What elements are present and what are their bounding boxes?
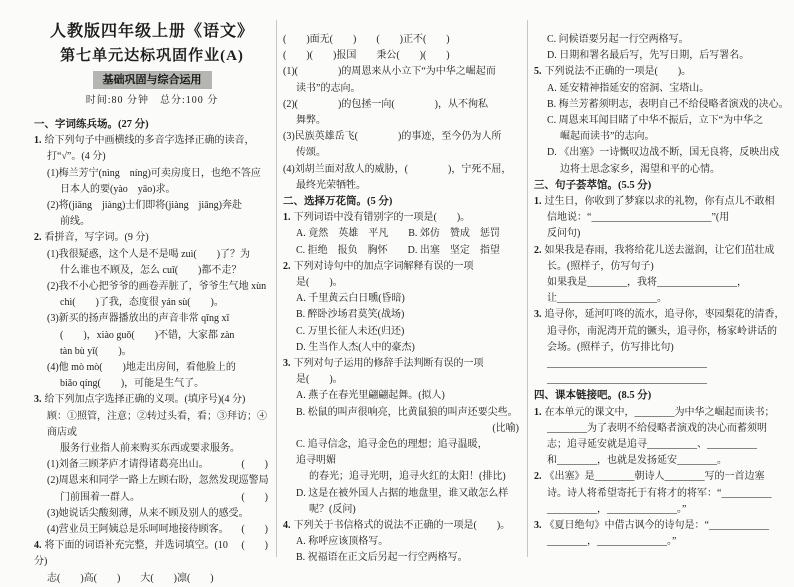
text-line (283, 405, 521, 421)
line-text: (1)梅兰芳宁(nìng níng)可卖房度日，也绝不答应 (47, 167, 261, 179)
text-line (283, 469, 521, 485)
text-line (34, 328, 270, 344)
text-line (283, 162, 521, 178)
text-line (283, 340, 521, 356)
line-text: A. 延安精神指延安的窑洞、宝塔山。 (547, 82, 710, 94)
line-text: 二、选择万花筒。(5 分) (283, 196, 393, 208)
text-line (34, 279, 270, 295)
text-line (34, 198, 270, 214)
line-text: (1)( )的周恩来从小立下“为中华之崛起而 (283, 66, 496, 78)
line-text: 的春光；追寻光明，追寻火红的太阳！(排比) (309, 471, 506, 483)
text-line (283, 421, 521, 437)
line-text: 信地说：“________________________”(用 (547, 212, 730, 224)
line-text: __________，______________。” (547, 503, 687, 515)
line-text: 如果我是春雨，我将给花儿送去滋润，让它们茁壮成 (544, 244, 775, 256)
item-number: 1. (534, 196, 542, 208)
right-column-lines (534, 32, 792, 551)
line-text: (3)她说话尖酸刻薄，从来不顾及别人的感受。 (47, 507, 249, 519)
text-line (283, 324, 521, 340)
item-number: 1. (34, 135, 42, 147)
text-line (283, 486, 521, 502)
line-text: 反问句) (547, 228, 581, 240)
text-line (534, 259, 792, 275)
line-text: 顾：①照管，注意；②转过头看，看；③拜访；④商店或 (47, 410, 267, 438)
text-line (534, 178, 792, 194)
text-line (34, 571, 270, 587)
answer-bracket: ( ) (241, 491, 268, 503)
text-line (534, 405, 792, 421)
line-text: biǎo qíng( )，可能是生气了。 (60, 378, 205, 390)
text-line (283, 64, 521, 80)
text-line (534, 502, 792, 518)
line-text: (3)民族英雄岳飞( )的事迹，至今仍为人所 (283, 131, 502, 143)
text-line (283, 194, 521, 210)
text-line (534, 81, 792, 97)
line-text: ________________________________ (547, 374, 707, 386)
text-line (534, 307, 792, 323)
line-text: ________，______________。” (547, 536, 677, 548)
item-number: 2. (283, 260, 291, 272)
line-text: D. 日期和署名最后写，先写日期，后写署名。 (547, 50, 750, 62)
text-line (283, 226, 521, 242)
line-text: 和________，也就是发扬延安________。 (547, 455, 727, 467)
section-badge: 基础巩固与综合运用 (93, 71, 212, 89)
item-number: 1. (283, 212, 291, 224)
text-line (534, 162, 792, 178)
line-text: (2)( )的包拯一向( )，从不徇私 (283, 98, 488, 110)
line-text: (2)周恩来和同学一路上左顾右盼，忽然发现巡警局 (47, 475, 269, 487)
column-divider-left (276, 20, 277, 557)
text-line (283, 32, 521, 48)
text-line (283, 259, 521, 275)
item-number: 3. (283, 358, 291, 370)
line-text: ( )面无( ) ( )正不( ) (283, 34, 450, 45)
line-text: 在本单元的课文中，________为中华之崛起而读书； (544, 406, 775, 418)
text-line (283, 178, 521, 194)
text-line (283, 372, 521, 388)
line-text: 下列对句子运用的修辞手法判断有误的一项 (293, 358, 484, 370)
text-line (283, 291, 521, 307)
line-text: ( )，xiào guǒ( )不错，大家都 zàn (60, 329, 235, 341)
line-text: 《出塞》是________朝诗人________写的一首边塞 (544, 471, 765, 483)
right-column (534, 20, 792, 557)
line-text: 传颂。 (296, 147, 326, 159)
line-text: 四、课本链接吧。(8.5 分) (534, 390, 652, 402)
line-text: 如果我是________，我将________________， (547, 277, 747, 289)
line-text: (1)我很疑惑，这个人是不是喝 zuì( )了？为 (47, 248, 251, 260)
answer-bracket: ( ) (241, 540, 268, 552)
text-line (534, 324, 792, 340)
line-text: B. 醉卧沙场君莫笑(战场) (296, 309, 405, 321)
text-line (34, 295, 270, 311)
answer-bracket: ( ) (241, 524, 268, 536)
text-line (34, 490, 270, 506)
text-line (283, 502, 521, 518)
item-number: 4. (34, 540, 42, 552)
text-line (34, 133, 270, 149)
left-column-lines (34, 117, 270, 587)
text-line (283, 48, 521, 64)
line-text: (4)营业员王阿姨总是乐呵呵地接待顾客。 (47, 524, 229, 536)
line-text: 边将士思念家乡，渴望和平的心情。 (560, 163, 720, 175)
line-text: 是( )。 (296, 374, 343, 386)
text-line (283, 437, 521, 469)
text-line (34, 473, 270, 489)
text-line (534, 291, 792, 307)
line-text: 给下列句子中画横线的多音字选择正确的读音， (44, 135, 255, 147)
text-line (34, 263, 270, 279)
item-number: 2. (534, 244, 542, 256)
text-line (283, 550, 521, 566)
item-number: 2. (34, 232, 42, 244)
text-line (283, 210, 521, 226)
text-line (34, 230, 270, 246)
line-text: 前线。 (60, 216, 90, 228)
line-text: (2)将(jiāng jiàng)士们即将(jiàng jiāng)奔赴 (47, 200, 242, 212)
text-line (34, 182, 270, 198)
item-number: 5. (534, 66, 542, 78)
text-line (534, 97, 792, 113)
item-number: 3. (34, 394, 42, 406)
line-text: B. 梅兰芳蓄须明志，表明自己不给侵略者演戏的决心。 (547, 98, 789, 110)
text-line (34, 522, 270, 552)
text-line (34, 311, 270, 327)
line-text: 舞弊。 (296, 115, 326, 127)
text-line (283, 307, 521, 323)
item-number: 1. (534, 406, 542, 418)
line-text: chì( )了我，态度很 yán sù( )。 (60, 297, 224, 309)
text-line (34, 166, 270, 182)
text-line (283, 388, 521, 404)
text-line (283, 81, 521, 97)
line-text: C. 万里长征人未还(归还) (296, 325, 405, 337)
text-line (34, 409, 270, 441)
line-text: ________为了表明不给侵略者演戏的决心而蓄须明 (547, 422, 767, 434)
text-line (534, 453, 792, 469)
line-text: 志；追寻延安就是追寻__________、__________ (547, 439, 757, 451)
line-text: ( )( )报国 秉公( )( ) (283, 50, 450, 62)
text-line (534, 194, 792, 210)
line-text: 下列关于书信格式的说法不正确的一项是( )。 (293, 520, 511, 532)
text-line (283, 97, 521, 113)
line-text: A. 称呼应该顶格写。 (296, 536, 389, 548)
line-text: 给下列加点字选择正确的义项。(填序号)(4 分) (44, 394, 246, 406)
text-line (534, 340, 792, 356)
line-text: 看拼音，写字词。(9 分) (44, 232, 149, 244)
line-text: 让____________________。 (547, 293, 667, 305)
text-line (534, 129, 792, 145)
text-line (34, 392, 270, 408)
paper-header (34, 20, 270, 109)
line-text: tàn bù yǐ( )。 (60, 345, 132, 357)
answer-bracket: (比喻) (492, 422, 519, 434)
line-text: (1)刘备三顾茅庐才请得诸葛亮出山。 (47, 459, 209, 471)
line-text: 服务行业指人前来购买东西或要求服务。 (60, 443, 240, 455)
line-text: 呢？(反问) (309, 503, 356, 515)
line-text: D. 这是在被外国人占据的地盘里，谁又敢怎么样 (296, 487, 509, 499)
line-text: 读书”的志向。 (296, 82, 361, 94)
text-line (34, 457, 270, 473)
line-text: 会场。(照样子，仿写排比句) (547, 341, 674, 353)
text-line (283, 518, 521, 534)
line-text: C. 拒绝 报负 胸怀 D. 出塞 坚定 指望 (296, 244, 500, 256)
line-text: 什么谁也不顾及，怎么 cuī( )都不走？ (60, 264, 242, 276)
line-text: (4)他 mò mò( )地走出房间，看他脸上的 (47, 362, 236, 374)
line-text: A. 千里黄云白日曛(昏暗) (296, 293, 405, 305)
middle-column (283, 20, 521, 564)
text-line (534, 32, 792, 48)
line-text: 《夏日绝句》中借古讽今的诗句是：“____________ (544, 520, 769, 532)
paper-title: 人教版四年级上册《语文》 (49, 23, 254, 40)
line-text: 长。(照样子，仿写句子) (547, 260, 654, 272)
line-text: D. 生当作人杰(人中的豪杰) (296, 341, 415, 353)
line-text: (3)新买的扬声器播放出的声音非常 qīng xī (47, 313, 230, 325)
line-text: A. 竟然 英雄 平凡 B. 郊仿 赞成 惩罚 (296, 228, 500, 240)
item-number: 3. (534, 309, 542, 321)
line-text: 诗。诗人将希望寄托于有将才的将军：“__________ (547, 487, 772, 499)
text-line (283, 534, 521, 550)
text-line (534, 388, 792, 404)
text-line (34, 117, 270, 133)
line-text: 崛起而读书”的志向。 (560, 131, 655, 143)
line-text: 追寻你，延河叮咚的流水，追寻你，枣园梨花的清香， (544, 309, 785, 321)
line-text: 下列词语中没有错别字的一项是( )。 (293, 212, 471, 224)
text-line (534, 469, 792, 485)
line-text: 下列说法不正确的一项是( )。 (544, 66, 692, 78)
line-text: 追寻你，南泥湾开荒的镢头，追寻你，杨家岭讲话的 (547, 325, 777, 337)
text-line (34, 214, 270, 230)
column-divider-right (527, 20, 528, 557)
line-text: A. 燕子在春光里翩翩起舞。(拟人) (296, 390, 445, 402)
line-text: C. 问候语要另起一行空两格写。 (547, 34, 689, 45)
text-line (534, 486, 792, 502)
text-line (34, 344, 270, 360)
text-line (34, 538, 270, 570)
line-text: 日本人的要(yào yāo)求。 (60, 183, 176, 195)
text-line (534, 48, 792, 64)
text-line (534, 243, 792, 259)
text-line (534, 210, 792, 226)
item-number: 2. (534, 471, 542, 483)
text-line (34, 247, 270, 263)
line-text: 最终光荣牺牲。 (296, 179, 366, 191)
left-column (34, 20, 270, 584)
text-line (534, 113, 792, 129)
text-line (534, 145, 792, 161)
text-line (34, 376, 270, 392)
badge-row (34, 68, 270, 93)
line-text: 一、字词练兵场。(27 分) (34, 119, 149, 130)
text-line (534, 356, 792, 372)
text-line (534, 226, 792, 242)
line-text: B. 松鼠的叫声很响亮，比黄鼠狼的叫声还要尖些。 (296, 406, 518, 418)
text-line (534, 534, 792, 550)
line-text: 打“√”。(4 分) (47, 151, 106, 163)
paper-subtitle: 第七单元达标巩固作业(A) (60, 48, 244, 64)
text-line (283, 356, 521, 372)
text-line (534, 372, 792, 388)
text-line (283, 243, 521, 259)
line-text: D. 《出塞》一诗慨叹边战不断，国无良将，反映出戍 (547, 147, 780, 159)
text-line (283, 145, 521, 161)
line-text: 将下面的词语补充完整，并选词填空。(10 分) (34, 540, 228, 568)
line-text: 志( )高( ) 大( )凛( ) (47, 572, 214, 584)
line-text: ________________________________ (547, 358, 707, 370)
line-text: C. 周恩来耳闻目睹了中华不振后，立下“为中华之 (547, 115, 764, 127)
text-line (534, 64, 792, 80)
line-text: 门前围着一群人。 (60, 491, 140, 503)
text-line (534, 421, 792, 437)
item-number: 3. (534, 520, 542, 532)
time-score-info: 时间:80 分钟 总分:100 分 (85, 95, 219, 106)
line-text: B. 祝福语在正文后另起一行空两格写。 (296, 552, 468, 564)
line-text: 是( )。 (296, 277, 343, 289)
line-text: (4)刘胡兰面对敌人的威胁，( )，宁死不屈， (283, 163, 512, 175)
line-text: C. 追寻信念，追寻金色的理想；追寻温暖，追寻明媚 (296, 439, 488, 467)
line-text: 三、句子荟萃馆。(5.5 分) (534, 179, 652, 191)
text-line (534, 437, 792, 453)
text-line (34, 360, 270, 376)
line-text: 过生日，你收到了梦寐以求的礼物，你有点儿不敢相 (544, 196, 775, 208)
line-text: 下列对诗句中的加点字词解释有误的一项 (293, 260, 474, 272)
item-number: 4. (283, 520, 291, 532)
text-line (283, 129, 521, 145)
text-line (34, 441, 270, 457)
text-line (534, 275, 792, 291)
text-line (283, 275, 521, 291)
line-text: (2)我不小心把爷爷的画卷弄脏了，爷爷生气地 xùn (47, 281, 267, 293)
answer-bracket: ( ) (241, 459, 268, 471)
text-line (283, 113, 521, 129)
text-line (534, 518, 792, 534)
middle-column-lines (283, 32, 521, 567)
text-line (34, 149, 270, 165)
